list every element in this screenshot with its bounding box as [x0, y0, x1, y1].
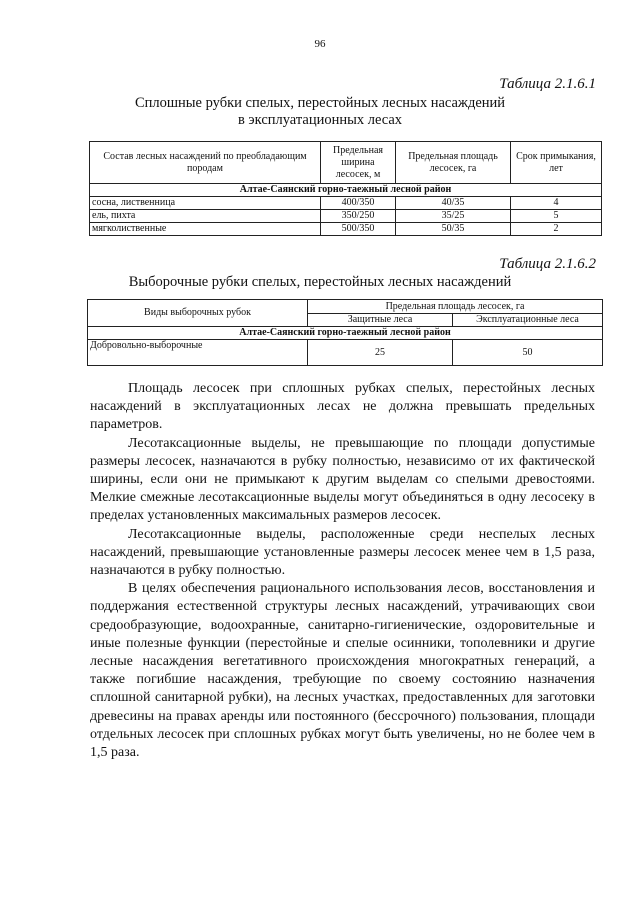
page-number: 96	[314, 38, 326, 50]
paragraph: В целях обеспечения рационального использования лесов, восстановления и поддержания естественной структуры лесных насаждений, утрачивающих свои средообразующие, водоохранные, санитарно-гигиенические, оздоровительные и иные полезные функции (перестойные и спелые осинники, тополевники и другие лесные насаждения вегетативного происхождения многократных генераций, а также погибшие насаждения, требующие по своему состоянию назначения сплошной санитарной рубки), на лесных участках, предоставленных для заготовки древесины на правах аренды или постоянного (бессрочного) пользования, площади отдельных лесосек при сплошных рубках могут быть увеличены, но не более чем в 1,5 раза.	[90, 581, 595, 761]
table1-cell-term: 4	[511, 197, 602, 210]
table1-cell-area: 50/35	[396, 223, 511, 236]
table-row	[90, 223, 602, 236]
paragraph: Лесотаксационные выделы, не превышающие по площади допустимые размеры лесосек, назначаются в рубку полностью, независимо от их фактической ширины, если они не примыкают к другим выделам со спелыми древостоями. Мелкие смежные лесотаксационные выделы могут объединяться в одну лесосеку в пределах установленных максимальных размеров лесосек.	[90, 435, 595, 524]
table-row	[88, 340, 603, 366]
paragraph: Лесотаксационные выделы, расположенные среди неспелых лесных насаждений, превышающие установленные размеры лесосек менее чем в 1,5 раза, назначаются в рубку полностью.	[90, 526, 595, 579]
table1-header-area: Предельная площадь лесосек, га	[396, 142, 511, 184]
table1-region: Алтае-Саянский горно-таежный лесной район	[90, 184, 602, 197]
table1-cell-species: ель, пихта	[90, 210, 321, 223]
table2-region: Алтае-Саянский горно-таежный лесной район	[88, 327, 603, 340]
table1-cell-area: 40/35	[396, 197, 511, 210]
table2-cell-exploitation: 50	[453, 340, 603, 366]
table-row	[90, 210, 602, 223]
table1-caption: Таблица 2.1.6.1	[499, 76, 596, 92]
table2-header-area: Предельная площадь лесосек, га	[308, 300, 603, 314]
table2-header-exploitation: Эксплуатационные леса	[453, 314, 603, 327]
table2	[87, 299, 603, 366]
table2-header-protective: Защитные леса	[308, 314, 453, 327]
table1-cell-width: 500/350	[321, 223, 396, 236]
paragraph: Площадь лесосек при сплошных рубках спелых, перестойных лесных насаждений в эксплуатационных лесах не должна превышать предельных параметров.	[90, 381, 595, 433]
table1-title-line1: Сплошные рубки спелых, перестойных лесных насаждений	[134, 95, 506, 111]
table2-cell-protective: 25	[308, 340, 453, 366]
table1-cell-area: 35/25	[396, 210, 511, 223]
table-row	[90, 197, 602, 210]
table1-title-line2: в эксплуатационных лесах	[237, 112, 403, 128]
table2-cell-type: Добровольно-выборочные	[88, 340, 308, 366]
table1-header-term: Срок примыкания, лет	[511, 142, 602, 184]
table2-title: Выборочные рубки спелых, перестойных лесных насаждений	[128, 274, 512, 290]
table1-cell-species: сосна, лиственница	[90, 197, 321, 210]
table1-cell-term: 5	[511, 210, 602, 223]
table2-caption: Таблица 2.1.6.2	[499, 256, 596, 272]
body-text	[90, 380, 595, 762]
table1-cell-width: 400/350	[321, 197, 396, 210]
table1-header-composition: Состав лесных насаждений по преобладающим породам	[90, 142, 321, 184]
table1-cell-species: мягколиственные	[90, 223, 321, 236]
table1	[89, 141, 602, 236]
table1-header-width: Предельная ширина лесосек, м	[321, 142, 396, 184]
table2-header-type: Виды выборочных рубок	[88, 300, 308, 327]
table1-cell-term: 2	[511, 223, 602, 236]
table1-cell-width: 350/250	[321, 210, 396, 223]
